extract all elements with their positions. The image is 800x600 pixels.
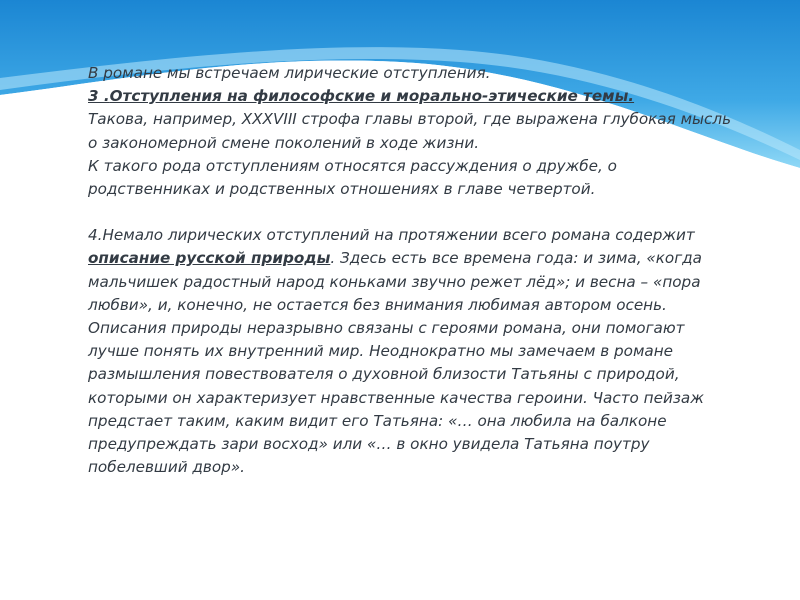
section3-heading-text: Отступления на философские и морально-этические темы. [109,87,635,106]
intro-line: В романе мы встречаем лирические отступления. [88,64,491,82]
section3-paragraph-1: Такова, например, XXXVIII строфа главы второй, где выражена глубокая мысль о закономерной смене поколений в ходе жизни. [88,110,732,152]
section3-heading [88,85,738,108]
section4-paragraph-1 [88,224,738,317]
slide-text [88,62,738,479]
section4-paragraph-2: Описания природы неразрывно связаны с героями романа, они помогают лучше понять их внутренний мир. Неоднократно мы замечаем в романе размышления повествователя о духовной близости Татьяны с природой, которыми он характеризует нравственные качества героини. Часто пейзаж предстает таким, каким видит его Татьяна: «… она любила на балконе предупреждать зари восход» или «… в окно увидела Татьяна поутру побелевший двор». [88,319,704,477]
spacer [88,201,738,224]
section4-lead: 4.Немало лирических отступлений на протяжении всего романа содержит [88,226,695,245]
section4-tail: . Здесь есть все времена года: и зима, «когда мальчишек радостный народ коньками звучно режет лёд»; и весна – «пора любви», и, конечно, не остается без внимания любимая автором осень. [88,249,702,314]
section3-paragraph-2: К такого рода отступлениям относятся рассуждения о дружбе, о родственниках и родственных отношениях в главе четвертой. [88,156,617,199]
nature-description-link[interactable]: описание русской природы [88,249,331,268]
section3-number: 3 . [88,87,110,106]
